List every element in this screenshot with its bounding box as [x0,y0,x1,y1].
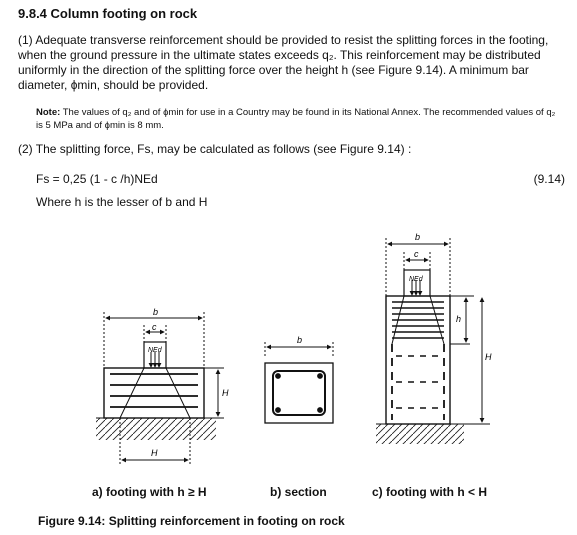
caption-a: a) footing with h ≥ H [92,485,207,499]
label-a-b: b [153,307,159,317]
diagram-c [376,238,490,444]
paragraph-1: (1) Adequate transverse reinforcement should be provided to resist the splitting forces in the footing, when the ground pressure in the ultimate states exceeds q₂. This reinforcement may be distributed uniformly in the direction of the splitting force over the height h (see Figure 9.14). A minimum bar diameter, ϕmin, should be provided. [18,33,549,92]
label-a-H-bottom: H [151,448,158,458]
label-c-H: H [485,352,492,362]
equation-formula: Fs = 0,25 (1 - c /h)NEd [36,172,158,186]
caption-b: b) section [270,485,327,499]
paragraph-2: (2) The splitting force, Fs, may be calculated as follows (see Figure 9.14) : [18,142,412,156]
label-c-ned: NEd [409,276,423,283]
label-c-b: b [415,232,421,242]
diagram-b [265,342,333,423]
label-a-c: c [152,322,157,332]
note-text: The values of q₂ and of ϕmin for use in a Country may be found in its National Annex. The recommended values of q₂ is 5 MPa and of ϕmin is 8 mm. [36,107,556,131]
label-b-b: b [297,335,303,345]
note-label: Note: [36,107,61,118]
equation-number: (9.14) [533,172,565,186]
label-c-h: h [456,314,462,324]
equation-where: Where h is the lesser of b and H [36,195,208,209]
label-a-ned: NEd [148,347,162,354]
section-heading: 9.8.4 Column footing on rock [18,6,198,21]
label-a-H: H [222,388,229,398]
figure-title: Figure 9.14: Splitting reinforcement in footing on rock [38,514,345,528]
diagram-a [96,312,224,466]
label-c-c: c [414,249,419,259]
caption-c: c) footing with h < H [372,485,487,499]
